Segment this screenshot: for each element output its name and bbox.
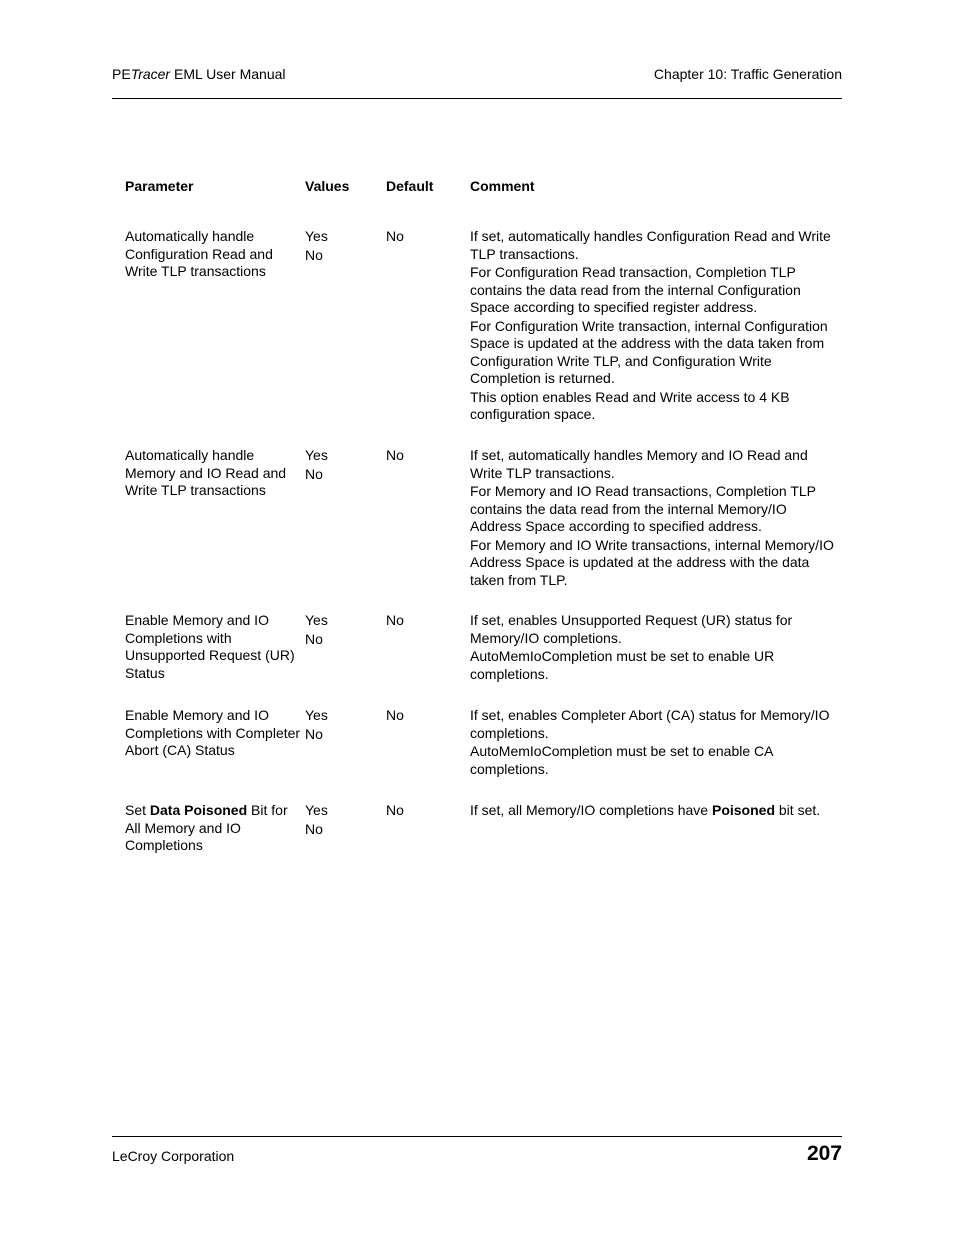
comment-cell <box>470 447 835 612</box>
default-cell: No <box>386 228 404 244</box>
value-option: Yes <box>305 707 328 723</box>
title-suffix: EML User Manual <box>170 66 286 82</box>
comment-paragraph: For Configuration Read transaction, Completion TLP contains the data read from the internal Configuration Space according to specified register address. <box>470 264 801 315</box>
table-row <box>125 707 842 802</box>
value-option: No <box>305 631 323 647</box>
parameter-bold-text: Data Poisoned <box>149 802 248 818</box>
manual-title <box>112 66 286 82</box>
value-option: Yes <box>305 447 328 463</box>
column-header-comment: Comment <box>470 178 535 194</box>
table-row <box>125 802 842 862</box>
parameter-text: Bit for All Memory and IO Completions <box>125 802 288 853</box>
default-cell: No <box>386 802 404 818</box>
comment-cell <box>470 802 835 862</box>
parameter-table <box>125 178 842 862</box>
comment-text: bit set. <box>775 802 821 818</box>
table-row <box>125 447 842 612</box>
values-cell <box>305 707 386 802</box>
comment-bold-text: Poisoned <box>711 802 775 818</box>
values-cell <box>305 802 386 862</box>
values-cell <box>305 228 386 447</box>
table-header-row <box>125 178 842 228</box>
value-option: Yes <box>305 802 328 818</box>
value-option: Yes <box>305 228 328 244</box>
comment-paragraph: For Memory and IO Read transactions, Completion TLP contains the data read from the internal Memory/IO Address Space according to specified address. <box>470 483 816 534</box>
table-row <box>125 228 842 447</box>
value-option: No <box>305 821 323 837</box>
comment-paragraph: For Memory and IO Write transactions, internal Memory/IO Address Space is updated at the address with the data taken from TLP. <box>470 536 834 588</box>
footer-divider <box>112 1136 842 1137</box>
column-header-default: Default <box>386 178 434 194</box>
values-cell <box>305 447 386 612</box>
parameter-cell <box>125 802 305 862</box>
chapter-title: Chapter 10: Traffic Generation <box>653 66 842 82</box>
parameter-cell: Enable Memory and IO Completions with Completer Abort (CA) Status <box>125 707 301 758</box>
comment-paragraph: AutoMemIoCompletion must be set to enable CA completions. <box>470 743 773 777</box>
default-cell: No <box>386 612 404 628</box>
comment-paragraph: If set, automatically handles Configuration Read and Write TLP transactions. <box>470 228 831 262</box>
parameter-cell: Automatically handle Configuration Read and Write TLP transactions <box>125 228 273 279</box>
comment-paragraph: If set, enables Unsupported Request (UR) status for Memory/IO completions. <box>470 612 793 646</box>
comment-paragraph: If set, automatically handles Memory and IO Read and Write TLP transactions. <box>470 447 808 481</box>
column-header-parameter: Parameter <box>125 178 194 194</box>
comment-paragraph: This option enables Read and Write access to 4 KB configuration space. <box>470 388 790 422</box>
value-option: No <box>305 726 323 742</box>
comment-paragraph: If set, enables Completer Abort (CA) status for Memory/IO completions. <box>470 707 830 741</box>
comment-paragraph: For Configuration Write transaction, internal Configuration Space is updated at the address with the data taken from Configuration Write TLP, and Configuration Write Completion is returned. <box>470 317 828 386</box>
comment-cell <box>470 228 835 447</box>
parameter-text: Set <box>125 802 150 818</box>
table-row <box>125 612 842 707</box>
value-option: Yes <box>305 612 328 628</box>
values-cell <box>305 612 386 707</box>
value-option: No <box>305 466 323 482</box>
title-prefix: PE <box>112 66 131 82</box>
company-name: LeCroy Corporation <box>112 1148 235 1164</box>
comment-paragraph: AutoMemIoCompletion must be set to enable UR completions. <box>470 648 775 682</box>
page-number: 207 <box>806 1142 842 1165</box>
parameter-cell: Enable Memory and IO Completions with Unsupported Request (UR) Status <box>125 612 295 681</box>
title-italic: Tracer <box>130 66 171 82</box>
header-divider <box>112 98 842 99</box>
parameter-cell: Automatically handle Memory and IO Read and Write TLP transactions <box>125 447 287 498</box>
default-cell: No <box>386 447 404 463</box>
page-header <box>112 66 842 84</box>
comment-cell <box>470 612 835 707</box>
column-header-values: Values <box>305 178 350 194</box>
default-cell: No <box>386 707 404 723</box>
comment-text: If set, all Memory/IO completions have <box>470 802 712 818</box>
value-option: No <box>305 247 323 263</box>
comment-cell <box>470 707 835 802</box>
